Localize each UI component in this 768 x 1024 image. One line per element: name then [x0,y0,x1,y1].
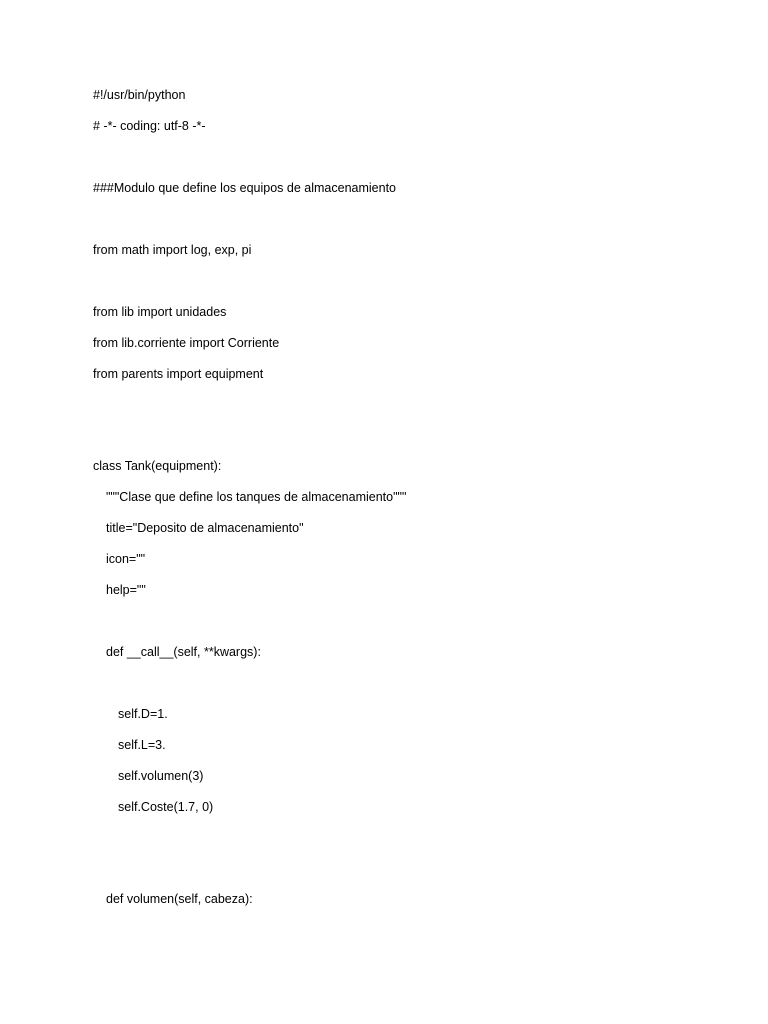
code-line: """Clase que define los tanques de almacenamiento""" [106,490,407,504]
code-line: ###Modulo que define los equipos de almacenamiento [93,181,396,195]
code-line: def volumen(self, cabeza): [106,892,253,906]
code-line: from parents import equipment [93,367,264,381]
code-line: # -*- coding: utf-8 -*- [93,119,206,133]
code-line: title="Deposito de almacenamiento" [106,521,304,535]
code-line: def __call__(self, **kwargs): [106,645,261,659]
code-line: from lib import unidades [93,305,227,319]
code-line: help="" [106,583,146,597]
code-line: from math import log, exp, pi [93,243,252,257]
code-line: self.L=3. [118,738,166,752]
code-line: self.D=1. [118,707,168,721]
code-line: self.volumen(3) [118,769,204,783]
code-line: #!/usr/bin/python [93,88,186,102]
code-line: from lib.corriente import Corriente [93,336,280,350]
code-line: class Tank(equipment): [93,459,222,473]
code-line: icon="" [106,552,146,566]
code-line: self.Coste(1.7, 0) [118,800,214,814]
